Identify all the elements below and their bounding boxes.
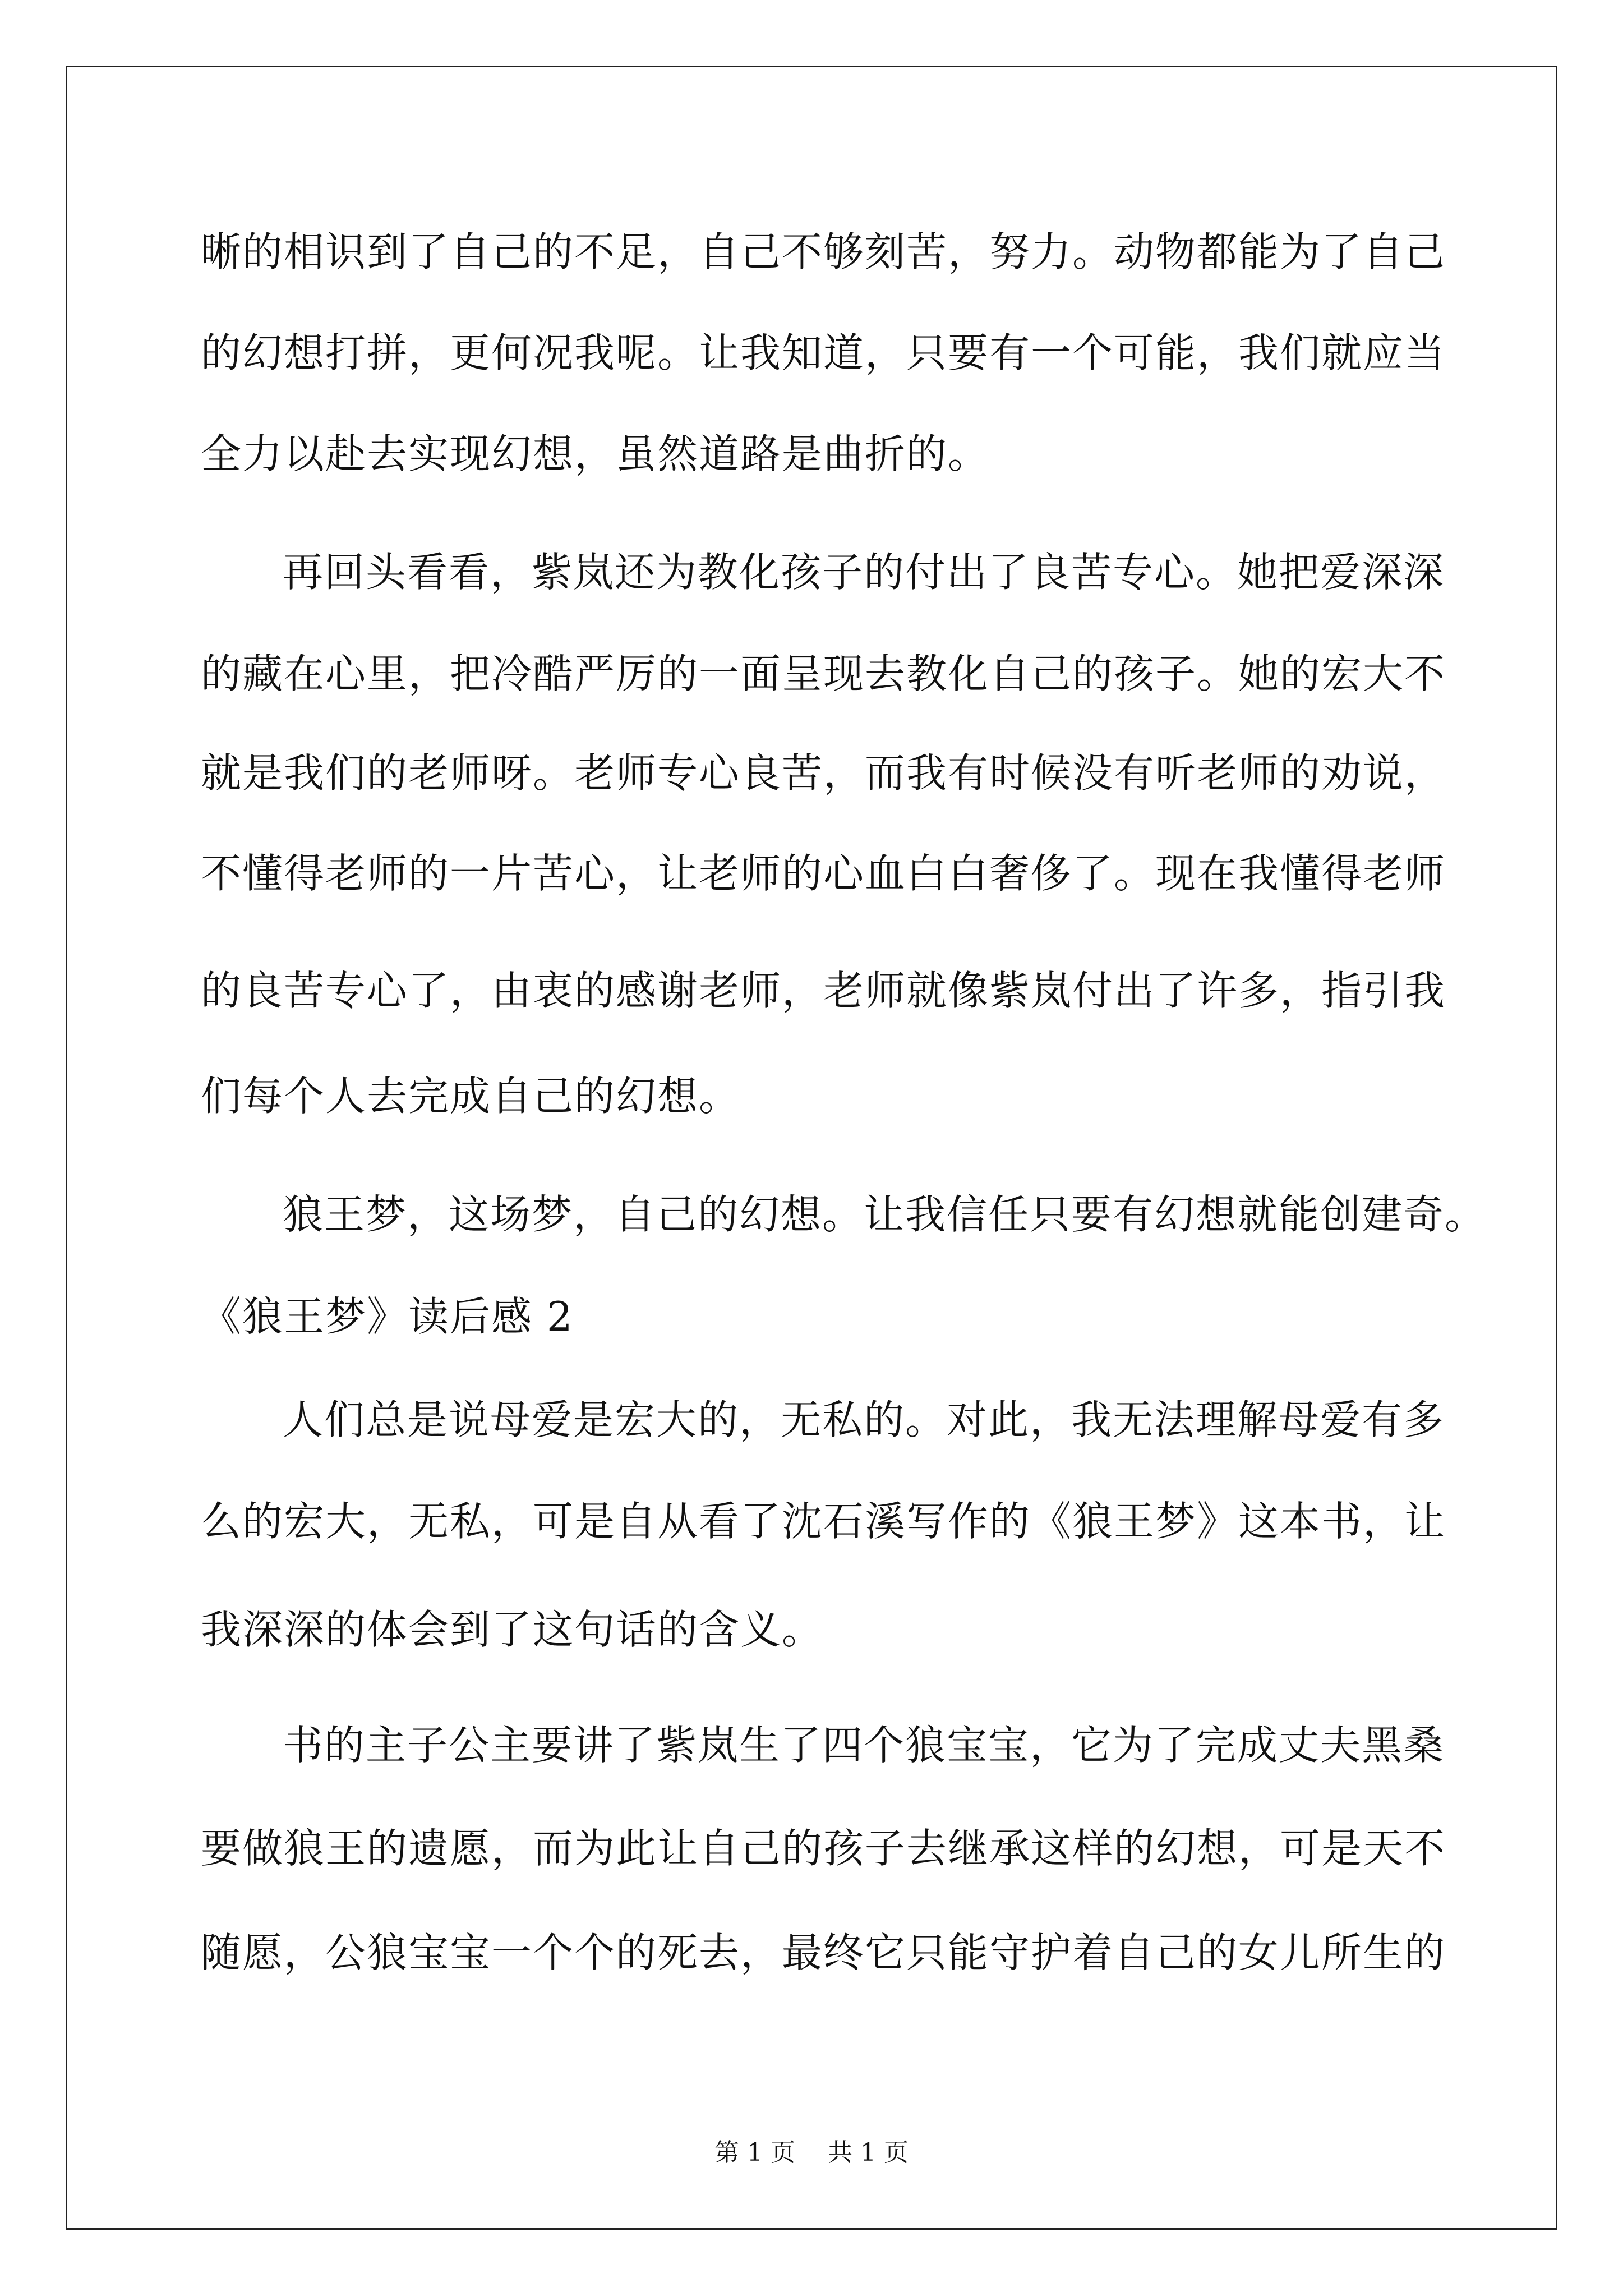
text-line-8: 的良苦专心了，由衷的感谢老师，老师就像紫岚付出了许多，指引我 (201, 967, 1446, 1014)
page-footer (0, 2136, 1623, 2170)
page-border (66, 66, 1557, 2230)
page-number: 第 1 页 (714, 2138, 795, 2167)
text-line-4: 再回头看看，紫岚还为教化孩子的付出了良苦专心。她把爱深深 (283, 549, 1445, 596)
text-line-10: 狼王梦，这场梦，自己的幻想。让我信任只要有幻想就能创建奇。 (283, 1191, 1487, 1238)
text-line-12: 人们总是说母爱是宏大的，无私的。对此，我无法理解母爱有多 (283, 1396, 1445, 1443)
text-line-1: 晰的相识到了自己的不足，自己不够刻苦，努力。动物都能为了自己 (201, 228, 1446, 275)
section-heading: 《狼王梦》读后感 2 (201, 1293, 574, 1340)
text-line-13: 么的宏大，无私，可是自从看了沈石溪写作的《狼王梦》这本书，让 (201, 1498, 1446, 1545)
text-line-7: 不懂得老师的一片苦心，让老师的心血白白奢侈了。现在我懂得老师 (201, 850, 1446, 897)
text-line-3: 全力以赴去实现幻想，虽然道路是曲折的。 (201, 430, 990, 477)
text-line-5: 的藏在心里，把冷酷严厉的一面呈现去教化自己的孩子。她的宏大不 (201, 650, 1446, 697)
text-line-6: 就是我们的老师呀。老师专心良苦，而我有时候没有听老师的劝说， (201, 749, 1446, 797)
text-line-17: 随愿，公狼宝宝一个个的死去，最终它只能守护着自己的女儿所生的 (201, 1929, 1446, 1976)
text-line-15: 书的主子公主要讲了紫岚生了四个狼宝宝，它为了完成丈夫黑桑 (283, 1722, 1445, 1769)
page-total: 共 1 页 (828, 2138, 909, 2167)
text-line-16: 要做狼王的遗愿，而为此让自己的孩子去继承这样的幻想，可是天不 (201, 1825, 1446, 1872)
text-line-14: 我深深的体会到了这句话的含义。 (201, 1606, 824, 1653)
text-line-2: 的幻想打拼，更何况我呢。让我知道，只要有一个可能，我们就应当 (201, 329, 1446, 376)
text-line-9: 们每个人去完成自己的幻想。 (201, 1073, 741, 1120)
